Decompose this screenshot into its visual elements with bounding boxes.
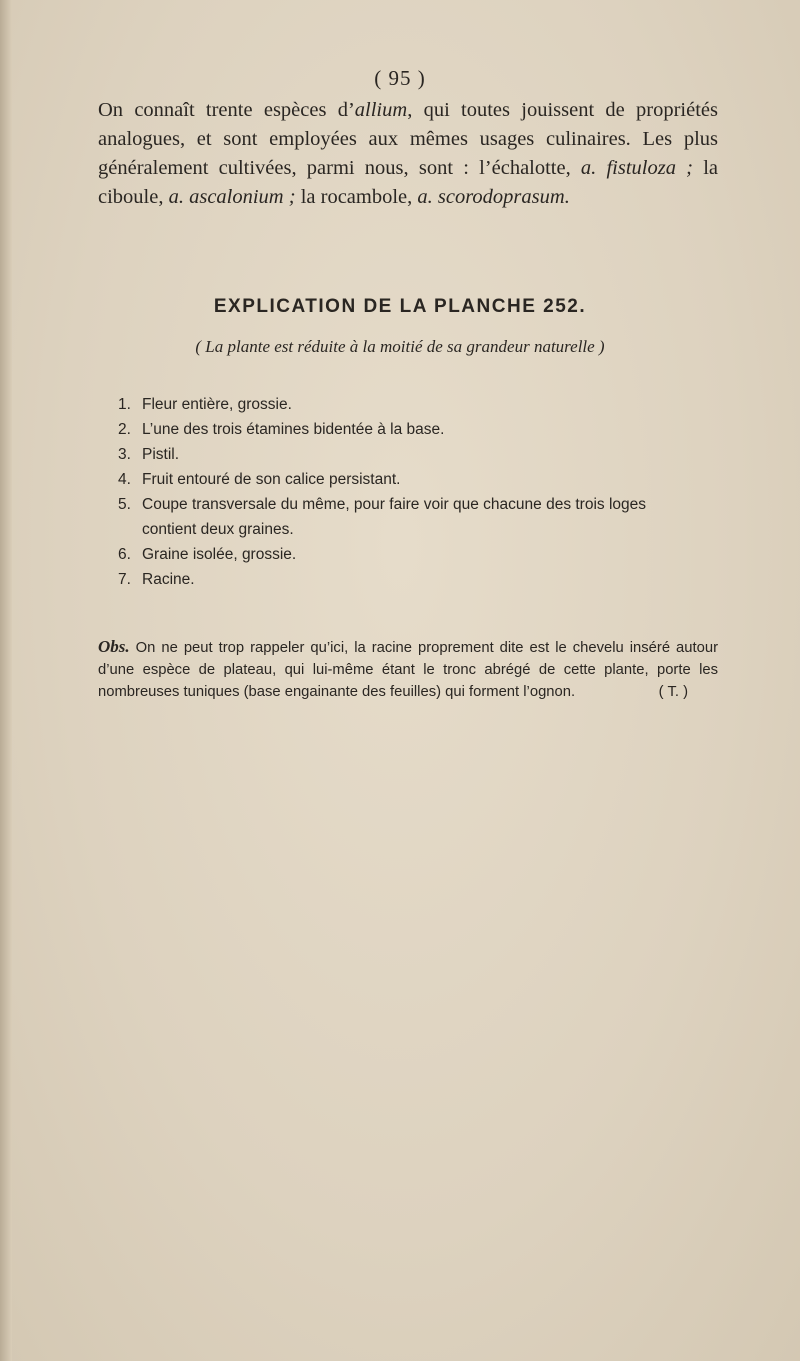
species-ascalonium: a. ascalonium ;: [168, 186, 296, 208]
legend-number: 1.: [118, 396, 131, 413]
intro-paragraph: [98, 96, 718, 212]
legend-text: Racine.: [142, 571, 195, 588]
legend-number: 2.: [118, 421, 131, 438]
legend-number: 4.: [118, 471, 131, 488]
legend-number: 5.: [118, 496, 131, 513]
scale-note: ( La plante est réduite à la moitié de sa grandeur naturelle ): [195, 337, 605, 356]
legend-item: [118, 567, 698, 592]
legend-text: Fleur entière, grossie.: [142, 396, 292, 413]
author-initial: ( T. ): [658, 684, 688, 700]
legend-text: Coupe transversale du même, pour faire voir que chacune des trois loges contient deux graines.: [142, 496, 647, 538]
observation-paragraph: [98, 636, 718, 703]
intro-text-4: la rocambole,: [295, 186, 418, 208]
legend-item: [118, 467, 698, 492]
intro-text-3: la ciboule,: [98, 157, 718, 208]
page-number: ( 95 ): [374, 66, 426, 90]
legend-item: [118, 392, 698, 417]
legend-item: [118, 417, 698, 442]
legend-item: [118, 542, 698, 567]
legend-text: Fruit entouré de son calice persistant.: [142, 471, 401, 488]
obs-label: Obs.: [98, 637, 130, 656]
species-scorodoprasum: a. scorodoprasum.: [417, 186, 570, 208]
legend-number: 3.: [118, 446, 131, 463]
plate-explanation-heading: EXPLICATION DE LA PLANCHE 252.: [213, 296, 587, 317]
obs-text: On ne peut trop rappeler qu’ici, la racine proprement dite est le chevelu inséré autour d’une espèce de plateau, qui lui-même étant le tronc abrégé de cette plante, porte les nombreuses tuniques (base engainante des feuilles) qui forment l’ognon.: [98, 640, 718, 700]
genus-allium: allium: [354, 99, 408, 121]
legend-item: [118, 442, 698, 467]
legend-text: L’une des trois étamines bidentée à la base.: [142, 421, 445, 438]
legend-number: 6.: [118, 546, 131, 563]
intro-text-2: , qui toutes jouissent de propriétés analogues, et sont employées aux mêmes usages culinaires. Les plus généralement cultivées, parmi nous, sont : l’échalotte,: [98, 99, 718, 179]
legend-text: Graine isolée, grossie.: [142, 546, 297, 563]
legend-item: [118, 492, 698, 542]
page-gutter: [0, 0, 12, 1361]
species-fistuloza: a. fistuloza ;: [580, 157, 693, 179]
legend-number: 7.: [118, 571, 131, 588]
legend-text: Pistil.: [142, 446, 180, 463]
plate-legend: [118, 392, 698, 592]
intro-text-1: On connaît trente espèces d’: [98, 99, 355, 121]
